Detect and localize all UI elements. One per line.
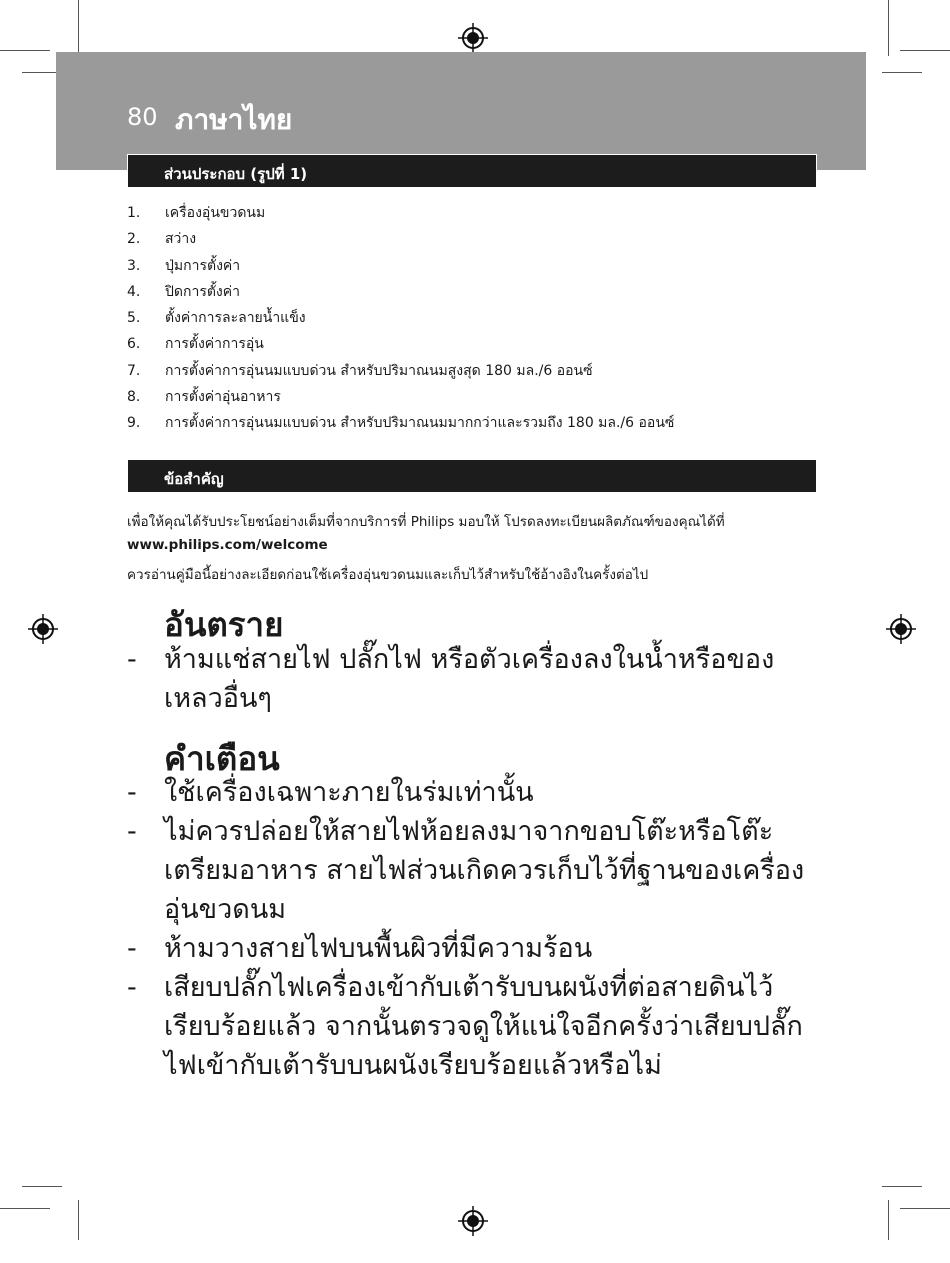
- registration-mark-icon: [458, 1206, 488, 1236]
- read-manual-note: ควรอ่านคู่มือนี้อย่างละเอียดก่อนใช้เครื่องอุ่นขวดนมและเก็บไว้สำหรับใช้อ้างอิงในครั้งต่อไป: [127, 567, 649, 583]
- item-text: การตั้งค่าการอุ่นนมแบบด่วน สำหรับปริมาณนมมากกว่าและรวมถึง 180 มล./6 ออนซ์: [165, 415, 675, 432]
- list-item: [127, 308, 827, 334]
- list-item: [127, 282, 827, 308]
- bullet-item: [127, 929, 827, 968]
- item-text: เครื่องอุ่นขวดนม: [165, 205, 266, 221]
- bullet-text: ไม่ควรปล่อยให้สายไฟห้อยลงมาจากขอบโต๊ะหรือโต๊ะเตรียมอาหาร สายไฟส่วนเกิดควรเก็บไว้ที่ฐานของเครื่องอุ่นขวดนม: [164, 816, 805, 925]
- bullet-text: ใช้เครื่องเฉพาะภายในร่มเท่านั้น: [164, 777, 534, 808]
- item-number: 5.: [127, 310, 141, 327]
- item-text: ปิดการตั้งค่า: [165, 283, 240, 300]
- registration-mark-icon: [458, 23, 488, 53]
- components-list: [127, 203, 827, 440]
- crop-mark: [78, 1200, 79, 1240]
- crop-mark: [0, 1208, 50, 1209]
- list-item: [127, 256, 827, 282]
- bullet-item: [127, 640, 827, 718]
- item-number: 3.: [127, 257, 141, 274]
- crop-mark: [22, 1186, 62, 1187]
- bullet-dash: -: [127, 777, 137, 808]
- bullet-item: [127, 968, 827, 1085]
- bullet-item: [127, 812, 827, 929]
- crop-mark: [0, 50, 50, 51]
- crop-mark: [888, 1200, 889, 1240]
- bullet-dash: -: [127, 933, 137, 964]
- item-text: ปุ่มการตั้งค่า: [165, 257, 241, 274]
- bullet-item: [127, 773, 827, 812]
- philips-url: www.philips.com/welcome: [127, 537, 328, 553]
- item-text: การตั้งค่าอุ่นอาหาร: [165, 389, 281, 406]
- danger-list: [127, 640, 827, 718]
- crop-mark: [900, 1208, 950, 1209]
- item-number: 4.: [127, 283, 141, 300]
- crop-mark: [888, 0, 889, 56]
- item-number: 6.: [127, 336, 141, 353]
- important-section-bar: [127, 459, 817, 493]
- crop-mark: [882, 72, 922, 73]
- item-number: 7.: [127, 362, 141, 379]
- item-number: 8.: [127, 389, 141, 406]
- crop-mark: [882, 1186, 922, 1187]
- important-title: ข้อสำคัญ: [164, 470, 224, 488]
- bullet-dash: -: [127, 644, 137, 675]
- components-title: ส่วนประกอบ (รูปที่ 1): [164, 165, 308, 183]
- item-text: สว่าง: [165, 231, 197, 248]
- registration-mark-icon: [886, 614, 916, 644]
- bullet-text: เสียบปลั๊กไฟเครื่องเข้ากับเต้ารับบนผนังที่ต่อสายดินไว้เรียบร้อยแล้ว จากนั้นตรวจดูให้แน่ใจอีกครั้งว่าเสียบปลั๊กไฟเข้ากับเต้ารับบนผนังเรียบร้อยแล้วหรือไม่: [164, 972, 803, 1081]
- list-item: [127, 203, 827, 229]
- list-item: [127, 413, 827, 439]
- danger-heading: อันตราย: [164, 605, 284, 644]
- bullet-text: ห้ามแช่สายไฟ ปลั๊กไฟ หรือตัวเครื่องลงในน้ำหรือของเหลวอื่นๆ: [164, 644, 775, 714]
- item-number: 1.: [127, 205, 141, 221]
- bullet-dash: -: [127, 816, 137, 847]
- list-item: [127, 334, 827, 360]
- language-title: ภาษาไทย: [175, 103, 293, 136]
- item-text: ตั้งค่าการละลายน้ำแข็ง: [165, 310, 306, 327]
- item-number: 9.: [127, 415, 141, 432]
- bullet-dash: -: [127, 972, 137, 1003]
- item-number: 2.: [127, 231, 141, 248]
- list-item: [127, 387, 827, 413]
- item-text: การตั้งค่าการอุ่นนมแบบด่วน สำหรับปริมาณนมสูงสุด 180 มล./6 ออนซ์: [165, 362, 593, 379]
- page-number: 80: [127, 103, 158, 131]
- crop-mark: [900, 50, 950, 51]
- registration-mark-icon: [28, 614, 58, 644]
- warning-list: [127, 773, 827, 1085]
- list-item: [127, 229, 827, 255]
- warning-heading: คำเตือน: [164, 739, 280, 778]
- item-text: การตั้งค่าการอุ่น: [165, 336, 264, 353]
- crop-mark: [78, 0, 79, 56]
- bullet-text: ห้ามวางสายไฟบนพื้นผิวที่มีความร้อน: [164, 933, 593, 964]
- registration-note: เพื่อให้คุณได้รับประโยชน์อย่างเต็มที่จากบริการที่ Philips มอบให้ โปรดลงทะเบียนผลิตภัณฑ์ของคุณได้ที่: [127, 514, 725, 530]
- components-section-bar: [127, 154, 817, 188]
- list-item: [127, 361, 827, 387]
